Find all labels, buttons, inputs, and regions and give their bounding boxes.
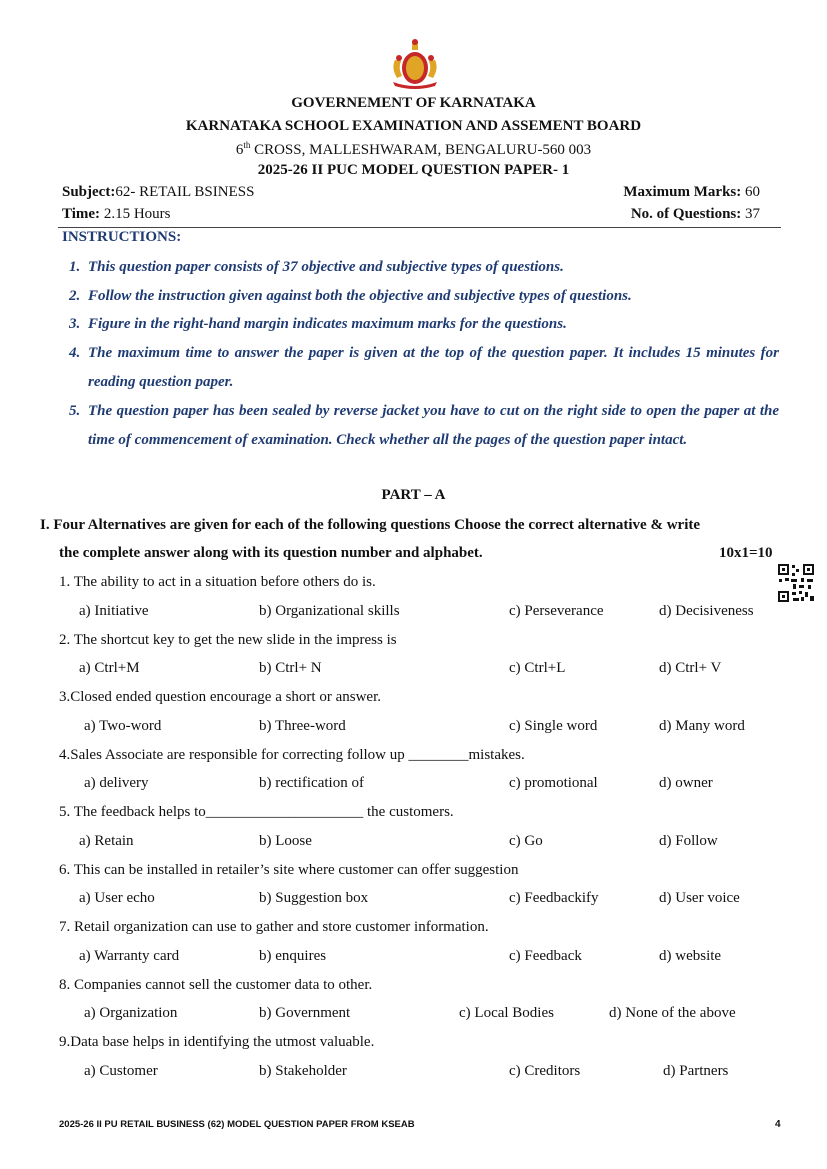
instruction-text: This question paper consists of 37 objective and subjective types of questions.: [88, 259, 564, 275]
karnataka-emblem-icon: [385, 38, 445, 90]
option-a: a) Ctrl+M: [79, 660, 140, 676]
max-marks-label: Maximum Marks:: [623, 184, 742, 200]
option-d: d) Follow: [659, 833, 718, 849]
instruction-text: The question paper has been sealed by reverse jacket you have to cut on the right side to open the paper at the time of commencement of examination. Check whether all the pages of the question paper intact.: [88, 403, 779, 448]
option-a: a) User echo: [79, 890, 155, 906]
option-c: c) Creditors: [509, 1063, 581, 1079]
question-text: 3.Closed ended question encourage a short or answer.: [59, 689, 381, 705]
question-text: 7. Retail organization can use to gather and store customer information.: [59, 919, 489, 935]
option-a: a) Two-word: [84, 718, 162, 734]
section-instruction-line1: I. Four Alternatives are given for each of the following questions Choose the correct alternative & write: [40, 517, 701, 533]
question-text: 1. The ability to act in a situation before others do is.: [59, 574, 376, 590]
option-c: c) Go: [509, 833, 543, 849]
option-b: b) rectification of: [259, 775, 364, 791]
time-line: [62, 206, 170, 223]
instruction-item: [69, 310, 779, 339]
time-value: 2.15 Hours: [103, 206, 171, 222]
option-c: c) Feedbackify: [509, 890, 599, 906]
instruction-number: 2.: [69, 288, 81, 304]
section-marks: 10x1=10: [719, 545, 773, 561]
option-c: c) Ctrl+L: [509, 660, 566, 676]
option-b: b) Organizational skills: [259, 603, 400, 619]
board-address: [0, 140, 827, 159]
board-heading: KARNATAKA SCHOOL EXAMINATION AND ASSEMENT BOARD: [185, 118, 642, 134]
instruction-item: [69, 339, 779, 397]
footer-text: 2025-26 II PU RETAIL BUSINESS (62) MODEL QUESTION PAPER FROM KSEAB: [59, 1119, 415, 1130]
question-count-value: 37: [745, 206, 760, 222]
part-heading: PART – A: [381, 487, 446, 503]
question-text: 8. Companies cannot sell the customer data to other.: [59, 977, 373, 993]
option-b: b) Three-word: [259, 718, 346, 734]
option-a: a) delivery: [84, 775, 149, 791]
address-superscript: th: [243, 140, 251, 150]
option-d: d) User voice: [659, 890, 740, 906]
government-heading: GOVERNEMENT OF KARNATAKA: [291, 95, 536, 111]
option-b: b) Suggestion box: [259, 890, 369, 906]
instruction-item: [69, 253, 779, 282]
option-d: d) Decisiveness: [659, 603, 754, 619]
question-count-label: No. of Questions:: [630, 206, 742, 222]
instruction-number: 1.: [69, 259, 81, 275]
subject-value: 62- RETAIL BSINESS: [115, 184, 255, 200]
option-c: c) Feedback: [509, 948, 582, 964]
question-text: 6. This can be installed in retailer’s site where customer can offer suggestion: [59, 862, 519, 878]
instruction-text: Follow the instruction given against both the objective and subjective types of questions.: [88, 288, 632, 304]
question-text: 2. The shortcut key to get the new slide in the impress is: [59, 632, 397, 648]
option-b: b) Ctrl+ N: [259, 660, 322, 676]
subject-label: Subject:: [62, 184, 116, 200]
option-c: c) Local Bodies: [459, 1005, 554, 1021]
option-c: c) Perseverance: [509, 603, 604, 619]
option-d: d) None of the above: [609, 1005, 736, 1021]
instruction-number: 3.: [69, 316, 81, 332]
paper-title: 2025-26 II PUC MODEL QUESTION PAPER- 1: [257, 162, 570, 178]
header-divider: [58, 227, 781, 228]
option-b: b) enquires: [259, 948, 327, 964]
option-d: d) owner: [659, 775, 713, 791]
question-text: 4.Sales Associate are responsible for correcting follow up ________mistakes.: [59, 747, 525, 763]
option-c: c) Single word: [509, 718, 598, 734]
page-number: 4: [775, 1119, 781, 1130]
qr-code-icon: [777, 563, 815, 603]
address-text: CROSS, MALLESHWARAM, BENGALURU-560 003: [250, 142, 592, 158]
option-b: b) Loose: [259, 833, 312, 849]
option-a: a) Initiative: [79, 603, 149, 619]
option-d: d) Many word: [659, 718, 745, 734]
option-d: d) Ctrl+ V: [659, 660, 722, 676]
option-b: b) Government: [259, 1005, 351, 1021]
time-label: Time:: [62, 206, 101, 222]
option-a: a) Warranty card: [79, 948, 180, 964]
subject-line: [62, 184, 254, 201]
question-text: 5. The feedback helps to_____________________ the customers.: [59, 804, 454, 820]
instruction-text: The maximum time to answer the paper is given at the top of the question paper. It includes 15 minutes for reading question paper.: [88, 345, 779, 390]
instruction-number: 4.: [69, 345, 81, 361]
address-number: 6: [235, 142, 244, 158]
option-d: d) Partners: [663, 1063, 729, 1079]
option-b: b) Stakeholder: [259, 1063, 347, 1079]
instruction-number: 5.: [69, 403, 81, 419]
max-marks-line: [623, 184, 760, 201]
option-a: a) Organization: [84, 1005, 178, 1021]
question-text: 9.Data base helps in identifying the utmost valuable.: [59, 1034, 375, 1050]
option-a: a) Customer: [84, 1063, 158, 1079]
instruction-item: [69, 282, 779, 311]
option-a: a) Retain: [79, 833, 134, 849]
section-instruction-line2: the complete answer along with its question number and alphabet.: [59, 545, 483, 561]
option-d: d) website: [659, 948, 722, 964]
question-count-line: [631, 206, 760, 223]
instruction-item: [69, 397, 779, 484]
option-c: c) promotional: [509, 775, 598, 791]
instruction-text: Figure in the right-hand margin indicates maximum marks for the questions.: [88, 316, 567, 332]
max-marks-value: 60: [745, 184, 760, 200]
instructions-title: INSTRUCTIONS:: [62, 229, 182, 245]
